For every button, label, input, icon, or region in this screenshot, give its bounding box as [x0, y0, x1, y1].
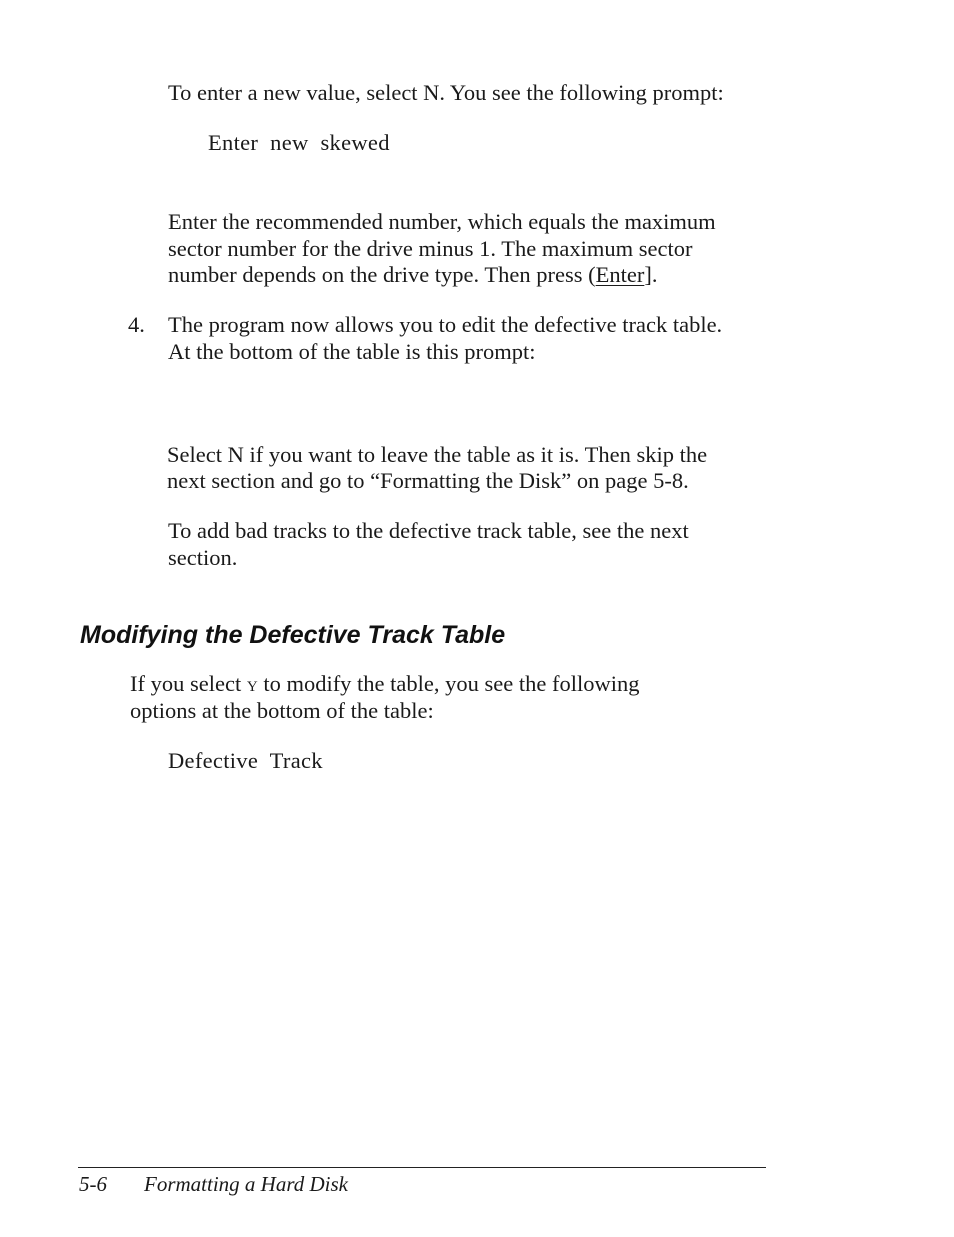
step-4-line-2: At the bottom of the table is this prompt:	[168, 339, 536, 364]
section-intro-line-1	[130, 671, 639, 701]
intro-paragraph: To enter a new value, select N. You see the following prompt:	[168, 80, 724, 105]
add-bad-tracks-line-2: section.	[168, 545, 238, 570]
running-footer-title: Formatting a Hard Disk	[144, 1172, 348, 1196]
instruction-line-3-text: number depends on the drive type. Then press (	[168, 262, 596, 287]
section-intro-part-2: to modify the table, you see the following	[257, 671, 640, 696]
select-n-line-2: next section and go to “Formatting the Disk” on page 5-8.	[167, 468, 689, 493]
defective-track-prompt: Defective Track	[168, 748, 323, 773]
instruction-line-3-end: ].	[644, 262, 658, 287]
enter-key-label: Enter	[595, 262, 645, 287]
section-intro-part-1: If you select	[130, 671, 247, 696]
skewed-prompt: Enter new skewed	[208, 130, 390, 155]
instruction-line-3	[168, 262, 657, 289]
step-4-line-1: The program now allows you to edit the defective track table.	[168, 312, 723, 337]
section-heading: Modifying the Defective Track Table	[80, 621, 506, 649]
select-n-line-1: Select N if you want to leave the table as it is. Then skip the	[167, 442, 708, 467]
step-number: 4.	[128, 312, 145, 337]
section-intro-line-2: options at the bottom of the table:	[130, 698, 434, 723]
footer-rule	[78, 1167, 766, 1168]
y-key-label: Y	[246, 679, 258, 695]
page-number: 5-6	[79, 1172, 107, 1196]
instruction-line-1: Enter the recommended number, which equals the maximum	[168, 209, 716, 234]
add-bad-tracks-line-1: To add bad tracks to the defective track table, see the next	[168, 518, 689, 543]
instruction-line-2: sector number for the drive minus 1. The maximum sector	[168, 236, 693, 261]
